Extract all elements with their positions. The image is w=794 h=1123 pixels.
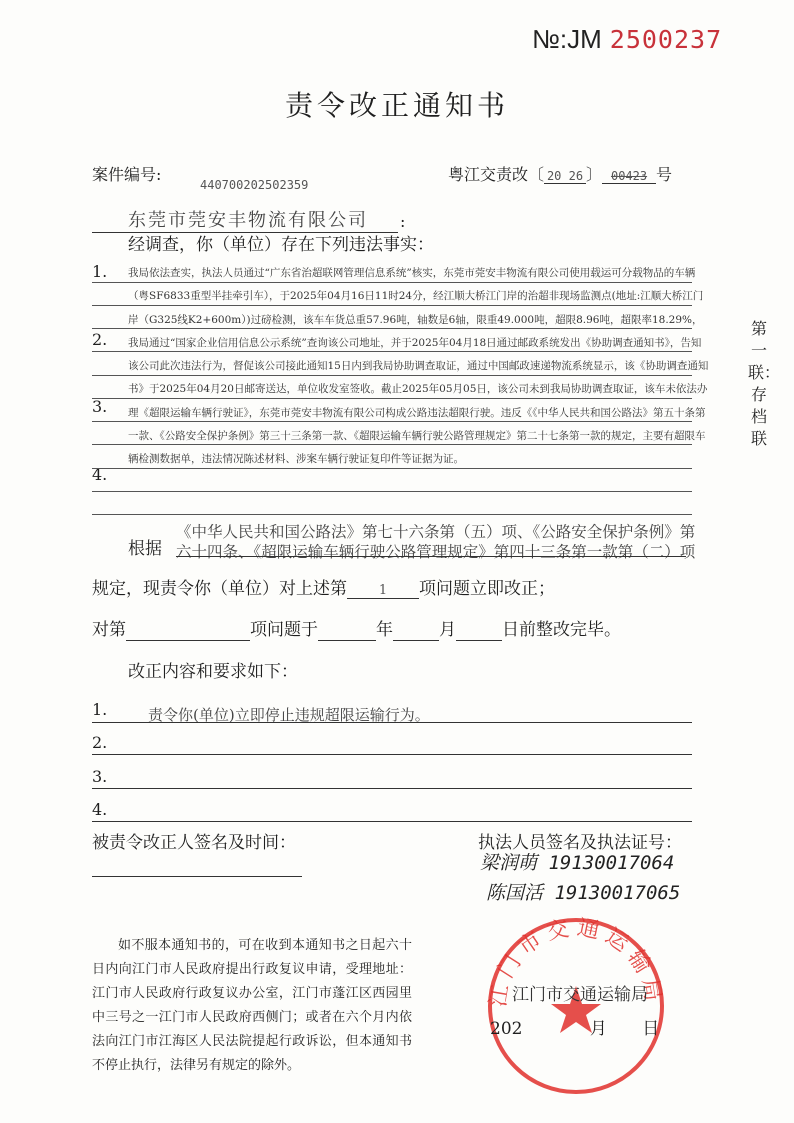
order-line-1 [92,574,555,599]
req-line-2 [92,754,692,755]
serial-prefix: №:JM [532,24,602,54]
basis-underline [176,556,686,557]
fact-number-1: 1. [92,262,108,281]
req-line-1 [92,722,692,723]
issue-day: 日 [642,1019,660,1039]
issuer-name: 江门市交通运输局 [512,985,648,1005]
appeal-notice: 如不服本通知书的，可在收到本通知书之日起六十日内向江门市人民政府提出行政复议申请，受理地址：江门市人民政府行政复议办公室，江门市蓬江区西园里中三号之一江门市人民政府西侧门；或者在六个月内依法向江门市江海区人民法院提起行政诉讼，但本通知书不停止执行，法律另有规定的除外。 [92,938,412,1073]
page-title: 责令改正通知书 [284,89,509,122]
order2-blank-year [318,620,376,641]
req-number-1: 1. [92,700,108,719]
issue-month: 月 [589,1019,607,1039]
order2-blank-month [393,620,439,641]
case-number-label: 案件编号: [92,165,162,184]
order-line-2 [92,615,621,641]
officer-signature-label: 执法人员签名及执法证号： [478,833,682,853]
req-item-1: 责令你(单位)立即停止违规超限运输行为。 [148,706,430,724]
party-signature-line [92,876,302,877]
order2-e: 日前整改完毕。 [502,620,621,640]
serial-number [532,24,722,55]
issue-year: 202 [490,1019,523,1039]
doc-bracket-close: 〕 [586,165,603,184]
basis-label: 根据 [128,539,162,559]
official-seal [484,914,668,1098]
party-signature-label: 被责令改正人签名及时间： [92,833,296,853]
case-number-value: 440700202502359 [200,178,309,192]
doc-year: 20 26 [544,169,586,184]
copy-label: 第一联：存档联 [748,319,781,448]
req-number-2: 2. [92,733,108,752]
officer-signature-2: 陈国活 19130017065 [486,882,681,904]
requirements-title: 改正内容和要求如下： [128,662,298,682]
document-number [448,162,672,185]
doc-seq: 00423 [602,169,656,184]
order-text-2: 项问题立即改正； [419,579,555,599]
order-item-number: 1 [347,583,419,599]
req-line-4 [92,821,692,822]
order-text-1: 规定，现责令你（单位）对上述第 [92,579,347,599]
facts-text: 我局依法查实，执法人员通过“广东省治超联网管理信息系统”核实，东莞市莞安丰物流有限公司使用载运可分载物品的车辆（粤SF6833重型半挂牵引车），于2025年04月16日11时24分，经江顺大桥江门岸的治超非现场监测点(地址:江顺大桥江门岸（G325线K2+600m）)过磅检测，该车车货总重57.96吨，轴数是6轴，限重49.000吨，超限8.96吨，超限率18.29%，我局通过“国家企业信用信息公示系统”查询该公司地址，并于2025年04月18日通过邮政系统发出《协助调查通知书》，告知该公司此次违法行为，督促该公司接此通知15日内到我局协助调查取证，通过中国邮政速递物流系统显示，该《协助调查通知书》于2025年04月20日邮寄送达，单位收发室签收。截止2025年05月05日，该公司未到我局协助调查取证，该车未依法办理《超限运输车辆行驶证》，东莞市莞安丰物流有限公司构成公路违法超限行驶。违反《《中华人民共和国公路法》第五十条第一款、《公路安全保护条例》第三十三条第一款、《超限运输车辆行驶公路管理规定》第二十七条第一款的规定，主要有超限车辆检测数据单，违法情况陈述材料、涉案车辆行驶证复印件等证据为证。 [128,267,709,466]
serial-value: 2500237 [609,25,723,54]
basis-text: 《中华人民共和国公路法》第七十六条第（五）项、《公路安全保护条例》第六十四条、《超限运输车辆行驶公路管理规定》第四十三条第一款第（二）项 [176,523,696,561]
officer-signature-1: 梁润萌 19130017064 [480,852,675,874]
order2-blank-item [126,620,250,641]
fact-number-3: 3. [92,397,108,416]
fact-number-4: 4. [92,465,108,484]
req-number-4: 4. [92,800,108,819]
req-line-3 [92,788,692,789]
order2-c: 年 [376,620,393,640]
order2-a: 对第 [92,620,126,640]
party-colon: : [400,212,406,231]
order2-blank-day [456,620,502,641]
order2-b: 项问题于 [250,620,318,640]
fact-number-2: 2. [92,330,108,349]
facts-intro: 经调查，你（单位）存在下列违法事实： [128,235,434,255]
seal-text: 江门市交通运输局 [485,915,667,1009]
doc-prefix: 粤江交责改〔 [448,165,545,184]
order2-d: 月 [439,620,456,640]
party-name: 东莞市莞安丰物流有限公司 [128,210,368,231]
issue-date [490,1014,659,1039]
req-number-3: 3. [92,767,108,786]
doc-suffix: 号 [656,165,673,184]
